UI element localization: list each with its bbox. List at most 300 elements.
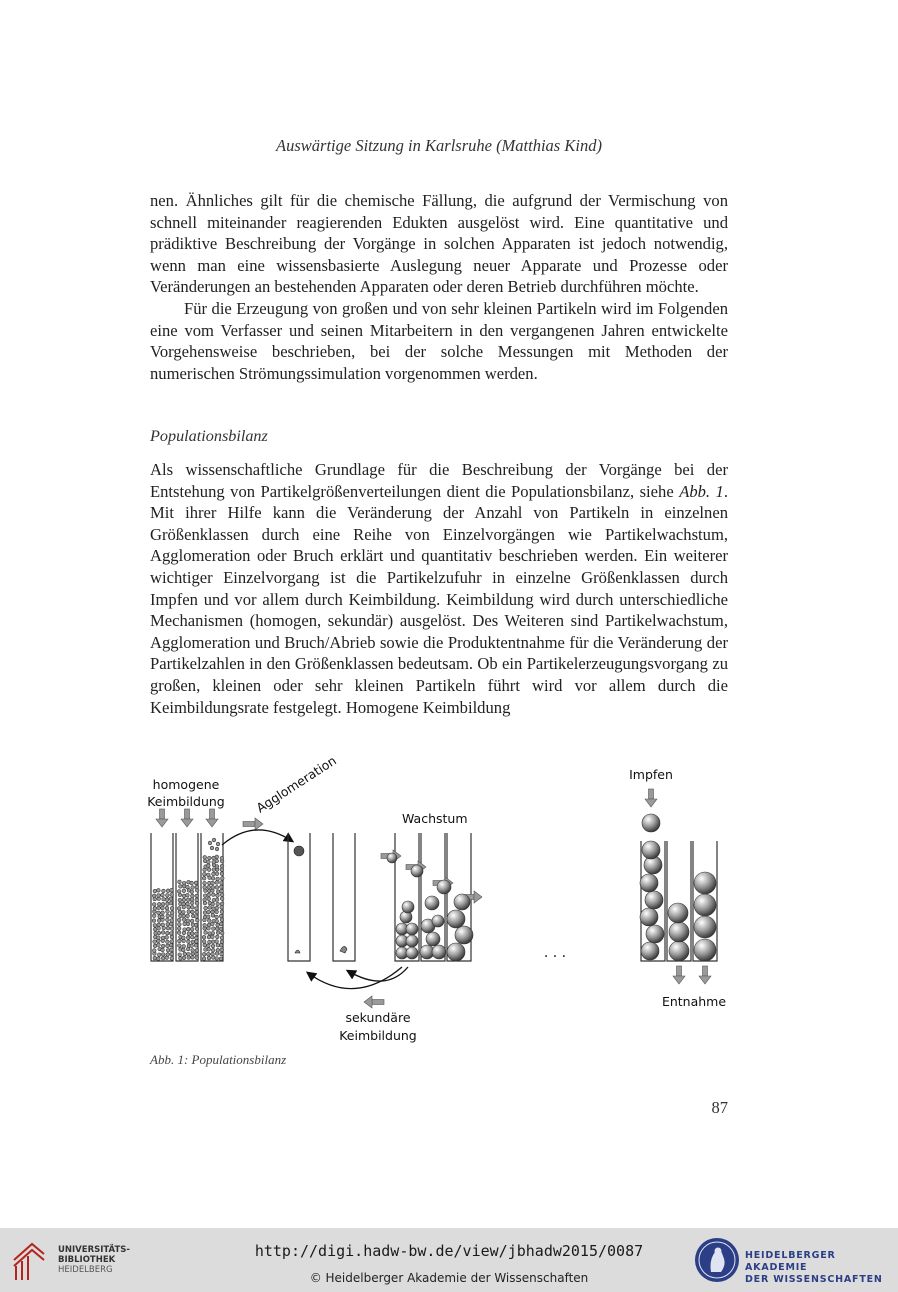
- ub-line: UNIVERSITÄTS-: [58, 1245, 130, 1255]
- particle: [161, 911, 165, 915]
- particle: [211, 940, 215, 944]
- particle: [694, 872, 716, 894]
- hadw-logo[interactable]: [693, 1234, 893, 1286]
- particle: [220, 881, 224, 885]
- particle: [219, 922, 223, 926]
- particle: [157, 957, 161, 961]
- particle: [165, 898, 169, 902]
- particle: [694, 894, 716, 916]
- particle: [182, 889, 186, 893]
- hadw-line: DER WISSENSCHAFTEN: [745, 1274, 883, 1285]
- particle: [426, 932, 440, 946]
- particle: [195, 894, 199, 898]
- particle: [178, 939, 182, 943]
- particle: [406, 947, 418, 959]
- particle: [181, 948, 185, 952]
- particle: [177, 931, 181, 935]
- particle: [161, 948, 165, 952]
- particle: [212, 872, 216, 876]
- particle: [211, 935, 215, 939]
- particle: [216, 931, 220, 935]
- particle: [215, 935, 219, 939]
- figure-caption: Abb. 1: Populationsbilanz: [150, 1052, 287, 1067]
- arrow-down-icon: [206, 809, 218, 827]
- particle: [220, 902, 224, 906]
- particle: [207, 923, 211, 927]
- particle: [411, 865, 423, 877]
- arrow-left-icon: [364, 996, 384, 1008]
- particle: [447, 943, 465, 961]
- particle: [182, 936, 186, 940]
- particle: [211, 931, 215, 935]
- particle: [166, 948, 170, 952]
- particle: [187, 952, 191, 956]
- particle: [454, 894, 470, 910]
- particle: [216, 948, 220, 952]
- particle: [161, 953, 165, 957]
- particle: [177, 907, 181, 911]
- particle: [215, 881, 219, 885]
- particle: [178, 880, 182, 884]
- particle: [203, 894, 207, 898]
- particle: [212, 927, 216, 931]
- particle: [179, 957, 183, 961]
- particle: [211, 944, 215, 948]
- particle: [191, 956, 195, 960]
- particle: [216, 923, 220, 927]
- particle: [182, 894, 186, 898]
- growth-particles: [387, 853, 473, 961]
- particle: [219, 957, 223, 961]
- particle: [191, 905, 195, 909]
- particle: [206, 915, 210, 919]
- particle: [220, 936, 224, 940]
- particle: [215, 855, 219, 859]
- particle: [425, 896, 439, 910]
- particle: [195, 907, 199, 911]
- particle: [194, 923, 198, 927]
- particle: [166, 889, 170, 893]
- particle: [166, 940, 170, 944]
- particle: [166, 953, 170, 957]
- particle: [455, 926, 473, 944]
- seed-particle: [642, 814, 660, 832]
- particle: [211, 886, 215, 890]
- particle: [215, 865, 219, 869]
- particle: [157, 931, 161, 935]
- particle: [212, 868, 216, 872]
- hadw-logo-text: [745, 1250, 893, 1286]
- particle: [162, 889, 166, 893]
- particle: [203, 881, 207, 885]
- label-sekundaere-keimbildung: Keimbildung: [339, 1028, 417, 1043]
- arrow-down-icon: [156, 809, 168, 827]
- particle: [406, 935, 418, 947]
- particle: [170, 919, 174, 923]
- particle: [220, 906, 224, 910]
- particle: [170, 952, 174, 956]
- particle: [190, 932, 194, 936]
- particle: [191, 886, 195, 890]
- particle: [211, 914, 215, 918]
- particle: [211, 948, 215, 952]
- particle: [169, 932, 173, 936]
- particle: [195, 918, 199, 922]
- particle: [204, 906, 208, 910]
- particle: [215, 915, 219, 919]
- particle: [207, 873, 211, 877]
- particle: [166, 902, 170, 906]
- particle: [202, 940, 206, 944]
- particle: [207, 910, 211, 914]
- particle: [432, 945, 446, 959]
- particle: [183, 922, 187, 926]
- particle: [166, 910, 170, 914]
- particle: [204, 931, 208, 935]
- label-homogene: homogene: [152, 777, 220, 792]
- particle: [166, 931, 170, 935]
- particle: [186, 885, 190, 889]
- particle: [432, 915, 444, 927]
- particle: [182, 914, 186, 918]
- arrow-down-icon: [181, 809, 193, 827]
- particle: [215, 952, 219, 956]
- particle: [195, 927, 199, 931]
- particle: [170, 911, 174, 915]
- particle: [169, 901, 173, 905]
- particle: [162, 897, 166, 901]
- particle: [210, 846, 214, 850]
- particle: [211, 956, 215, 960]
- particle: [177, 890, 181, 894]
- particle: [208, 906, 212, 910]
- particle: [153, 924, 157, 928]
- particle: [216, 890, 220, 894]
- particle: [215, 927, 219, 931]
- particle: [182, 956, 186, 960]
- particle: [154, 931, 158, 935]
- particle: [153, 940, 157, 944]
- particle: [195, 949, 199, 953]
- particle: [195, 936, 199, 940]
- particle: [215, 898, 219, 902]
- particle: [186, 927, 190, 931]
- particle: [195, 932, 199, 936]
- particle: [203, 901, 207, 905]
- particle: [195, 915, 199, 919]
- particle: [152, 919, 156, 923]
- particle: [220, 948, 224, 952]
- particle: [166, 944, 170, 948]
- particle: [219, 885, 223, 889]
- fragment-particle: [295, 950, 300, 953]
- particle: [153, 907, 157, 911]
- particle: [216, 842, 220, 846]
- particle: [195, 952, 199, 956]
- label-entnahme: Entnahme: [661, 994, 727, 1009]
- particle: [642, 841, 660, 859]
- particle: [640, 874, 658, 892]
- text-run: . Mit ihrer Hilfe kann die Veränderung der Anzahl von Partikeln in einzelnen Größenklassen durch eine Reihe von Einzelvorgängen wie Partikelwachstum, Agglomeration oder Bruch erklärt und quantitativ beschrieben werden. Ein weiterer wichtiger Einzelvorgang ist die Partikelzufuhr in einzelne Größenklassen durch Impfen und vor allem durch Keimbildung. Keimbildung wird durch unterschiedliche Mechanismen (homogen, sekundär) ausgelöst. Des Weiteren sind Partikelwachstum, Agglomeration und Bruch/Abrieb sowie die Produktentnahme für die Veränderung der Partikelzahlen in den Größenklassen bedeutsam. Ob ein Partikelerzeugungsvorgang zu großen, kleinen oder sehr kleinen Partikeln führt wird vor allem durch die Keimbildungsrate festgelegt. Homogene Keimbildung: [150, 481, 729, 717]
- particle: [211, 893, 215, 897]
- particle: [203, 943, 207, 947]
- particle: [178, 910, 182, 914]
- particle: [170, 888, 174, 892]
- particle: [161, 931, 165, 935]
- particle: [215, 906, 219, 910]
- particle: [640, 908, 658, 926]
- particle: [195, 910, 199, 914]
- particle: [215, 957, 219, 961]
- particle: [215, 910, 219, 914]
- particle: [152, 914, 156, 918]
- particle: [211, 877, 215, 881]
- particle: [220, 864, 224, 868]
- particle: [153, 928, 157, 932]
- particle: [182, 910, 186, 914]
- particle: [207, 948, 211, 952]
- particle: [406, 923, 418, 935]
- particle: [161, 936, 165, 940]
- particle: [220, 918, 224, 922]
- particle: [220, 877, 224, 881]
- particle: [170, 927, 174, 931]
- footer-copyright: © Heidelberger Akademie der Wissenschaften: [309, 1271, 589, 1285]
- particle: [186, 898, 190, 902]
- label-sekundaere: sekundäre: [345, 1010, 411, 1025]
- particle: [215, 886, 219, 890]
- particle: [152, 949, 156, 953]
- hadw-line: HEIDELBERGER AKADEMIE: [745, 1250, 836, 1273]
- particle: [216, 894, 220, 898]
- particle: [169, 897, 173, 901]
- particle: [166, 918, 170, 922]
- particle: [215, 940, 219, 944]
- particle: [157, 889, 161, 893]
- particle: [170, 957, 174, 961]
- particle: [645, 891, 663, 909]
- running-head: Auswärtige Sitzung in Karlsruhe (Matthias Kind): [276, 136, 602, 155]
- particle: [215, 872, 219, 876]
- particle: [161, 956, 165, 960]
- particle: [190, 935, 194, 939]
- particle: [195, 956, 199, 960]
- particle: [203, 911, 207, 915]
- paragraph: Für die Erzeugung von großen und von sehr kleinen Partikeln wird im Folgenden eine vom Verfasser und seinen Mitarbeitern in den vergangenen Jahren entwickelte Vorgehensweise beschrieben, bei der solche Messungen mit Methoden der numerischen Strömungssimulation vorgenommen werden.: [150, 298, 728, 383]
- particle: [165, 936, 169, 940]
- particle: [170, 893, 174, 897]
- body-text-block-1: [150, 190, 728, 384]
- particle: [179, 885, 183, 889]
- particle: [207, 944, 211, 948]
- particle: [215, 859, 219, 863]
- particle: [220, 893, 224, 897]
- particle: [669, 941, 689, 961]
- particle: [219, 914, 223, 918]
- particle: [165, 906, 169, 910]
- ub-line: HEIDELBERG: [58, 1265, 113, 1275]
- particle: [190, 944, 194, 948]
- particle: [182, 902, 186, 906]
- particle: [195, 898, 199, 902]
- particle: [220, 940, 224, 944]
- particle: [207, 868, 211, 872]
- page-number: 87: [711, 1098, 728, 1117]
- particle: [161, 944, 165, 948]
- particle: [186, 902, 190, 906]
- particle: [153, 889, 157, 893]
- particle: [182, 881, 186, 885]
- particle: [169, 943, 173, 947]
- particle: [157, 943, 161, 947]
- particle: [207, 893, 211, 897]
- particle: [402, 901, 414, 913]
- agglomeration-curve: [222, 830, 292, 845]
- particle: [207, 952, 211, 956]
- particle: [195, 940, 199, 944]
- particle: [186, 914, 190, 918]
- particle: [207, 927, 211, 931]
- particle: [177, 927, 181, 931]
- particle: [178, 893, 182, 897]
- particle: [202, 952, 206, 956]
- paragraph: [150, 459, 728, 718]
- particle: [182, 898, 186, 902]
- particle: [190, 890, 194, 894]
- particle: [195, 902, 199, 906]
- particle: [220, 897, 224, 901]
- particle: [220, 872, 224, 876]
- particle: [216, 877, 220, 881]
- particle: [161, 893, 165, 897]
- footer-url-link[interactable]: http://digi.hadw-bw.de/view/jbhadw2015/0087: [254, 1242, 644, 1260]
- particle: [166, 914, 170, 918]
- particle: [187, 940, 191, 944]
- hadw-seal-icon: [693, 1234, 741, 1286]
- particle: [182, 918, 186, 922]
- particle: [157, 894, 161, 898]
- particle: [161, 915, 165, 919]
- particle: [152, 894, 156, 898]
- particle: [215, 847, 219, 851]
- particle: [207, 864, 211, 868]
- label-impfen: Impfen: [629, 767, 673, 782]
- particle: [166, 922, 170, 926]
- particle: [207, 897, 211, 901]
- particle: [194, 881, 198, 885]
- figure-population-balance: [140, 745, 740, 1055]
- particle: [170, 935, 174, 939]
- figure-reference: Abb. 1: [679, 481, 724, 501]
- particle: [203, 886, 207, 890]
- particle: [211, 902, 215, 906]
- particle: [207, 860, 211, 864]
- particle: [157, 927, 161, 931]
- label-wachstum: Wachstum: [402, 811, 468, 826]
- particle: [191, 894, 195, 898]
- particle: [203, 898, 207, 902]
- particle: [190, 898, 194, 902]
- particle: [207, 885, 211, 889]
- particle: [186, 919, 190, 923]
- particle: [178, 923, 182, 927]
- particle: [202, 935, 206, 939]
- particle: [190, 919, 194, 923]
- particle: [207, 935, 211, 939]
- particle: [182, 945, 186, 949]
- particle: [157, 902, 161, 906]
- arrow-down-icon: [645, 789, 657, 807]
- particle: [187, 932, 191, 936]
- particle: [208, 841, 212, 845]
- particle: [203, 856, 207, 860]
- particle: [190, 901, 194, 905]
- particle: [170, 948, 174, 952]
- particle: [437, 880, 451, 894]
- particle: [178, 914, 182, 918]
- particle: [183, 952, 187, 956]
- particle: [166, 894, 170, 898]
- large-particles: [640, 841, 716, 961]
- arrow-down-icon: [699, 966, 711, 984]
- particle: [178, 944, 182, 948]
- particle: [195, 885, 199, 889]
- particle: [186, 947, 190, 951]
- particle: [641, 942, 659, 960]
- particle: [220, 931, 224, 935]
- particle: [219, 943, 223, 947]
- particle: [157, 906, 161, 910]
- particle: [161, 906, 165, 910]
- fragment-particle: [340, 946, 347, 953]
- particle: [220, 910, 224, 914]
- particle: [170, 940, 174, 944]
- particle: [216, 902, 220, 906]
- secondary-nucleation-curve: [308, 967, 402, 989]
- particle: [207, 919, 211, 923]
- particle: [190, 927, 194, 931]
- particle: [646, 925, 664, 943]
- particle: [211, 881, 215, 885]
- particle: [668, 903, 688, 923]
- arrow-right-icon: [243, 818, 263, 830]
- particle: [220, 952, 224, 956]
- agglomerate-particle: [294, 846, 304, 856]
- particle: [202, 957, 206, 961]
- ub-line: BIBLIOTHEK: [58, 1255, 116, 1265]
- particle: [182, 931, 186, 935]
- particle: [153, 956, 157, 960]
- particle: [152, 903, 156, 907]
- label-keimbildung: Keimbildung: [147, 794, 225, 809]
- particle: [161, 923, 165, 927]
- particle: [187, 910, 191, 914]
- particle: [694, 939, 716, 961]
- particle: [387, 853, 397, 863]
- particle: [183, 928, 187, 932]
- particle: [211, 952, 215, 956]
- particle: [215, 919, 219, 923]
- particle: [208, 940, 212, 944]
- particle: [203, 872, 207, 876]
- particle: [157, 953, 161, 957]
- particle: [694, 916, 716, 938]
- particle: [177, 918, 181, 922]
- particle: [203, 923, 207, 927]
- particle: [220, 868, 224, 872]
- particle: [212, 838, 216, 842]
- particle: [191, 949, 195, 953]
